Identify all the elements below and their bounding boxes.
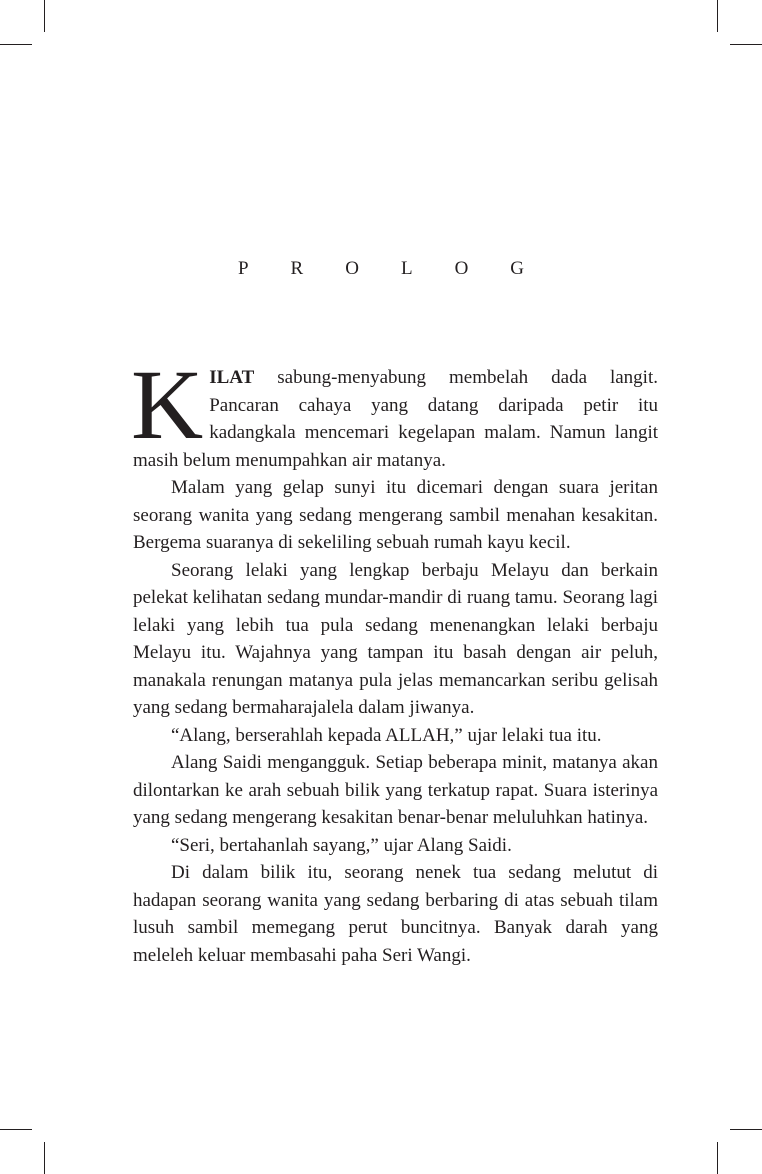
title-letter: O	[345, 258, 359, 279]
paragraph-text: sabung-menyabung membelah dada langit. Pancaran cahaya yang datang daripada petir itu kadangkala mencemari kegelapan malam. Namun langit masih belum menumpahkan air matanya.	[133, 367, 658, 471]
title-letter: R	[290, 258, 304, 279]
drop-cap: K	[131, 349, 204, 460]
crop-mark-top-right-horizontal	[730, 44, 762, 45]
paragraph-5: Alang Saidi mengangguk. Setiap beberapa minit, matanya akan dilontarkan ke arah sebuah bilik yang terkatup rapat. Suara isterinya yang sedang mengerang kesakitan benar-benar meluluhkan hatinya.	[133, 752, 658, 828]
paragraph-4: “Alang, berserahlah kepada ALLAH,” ujar lelaki tua itu.	[171, 724, 602, 746]
crop-mark-top-right-vertical	[717, 0, 718, 32]
crop-mark-bottom-left-vertical	[44, 1142, 45, 1174]
crop-mark-top-left-vertical	[44, 0, 45, 32]
body-text	[131, 349, 658, 969]
crop-mark-top-left-horizontal	[0, 44, 32, 45]
paragraph-3: Seorang lelaki yang lengkap berbaju Melayu dan berkain pelekat kelihatan sedang mundar-mandir di ruang tamu. Seorang lagi lelaki yang lebih tua pula sedang menenangkan lelaki berbaju Melayu itu. Wajahnya yang tampan itu basah dengan air peluh, manakala renungan matanya pula jelas memancarkan seribu gelisah yang sedang bermaharajalela dalam jiwanya.	[133, 559, 658, 718]
crop-mark-bottom-left-horizontal	[0, 1129, 32, 1130]
crop-mark-bottom-right-horizontal	[730, 1129, 762, 1130]
title-letter: L	[400, 258, 413, 279]
paragraph-1	[131, 349, 658, 474]
paragraph-6: “Seri, bertahanlah sayang,” ujar Alang Saidi.	[171, 834, 512, 856]
title-letter: O	[454, 258, 469, 279]
crop-mark-bottom-right-vertical	[717, 1142, 718, 1174]
paragraph-7: Di dalam bilik itu, seorang nenek tua sedang melutut di hadapan seorang wanita yang sedang berbaring di atas sebuah tilam lusuh sambil memegang perut buncitnya. Banyak darah yang meleleh keluar membasahi paha Seri Wangi.	[133, 862, 658, 966]
lead-word: ILAT	[209, 367, 255, 388]
title-letter: G	[510, 258, 525, 279]
chapter-title	[0, 258, 762, 280]
paragraph-2: Malam yang gelap sunyi itu dicemari dengan suara jeritan seorang wanita yang sedang mengerang sambil menahan kesakitan. Bergema suaranya di sekeliling sebuah rumah kayu kecil.	[133, 477, 658, 553]
title-letter: P	[237, 258, 249, 279]
